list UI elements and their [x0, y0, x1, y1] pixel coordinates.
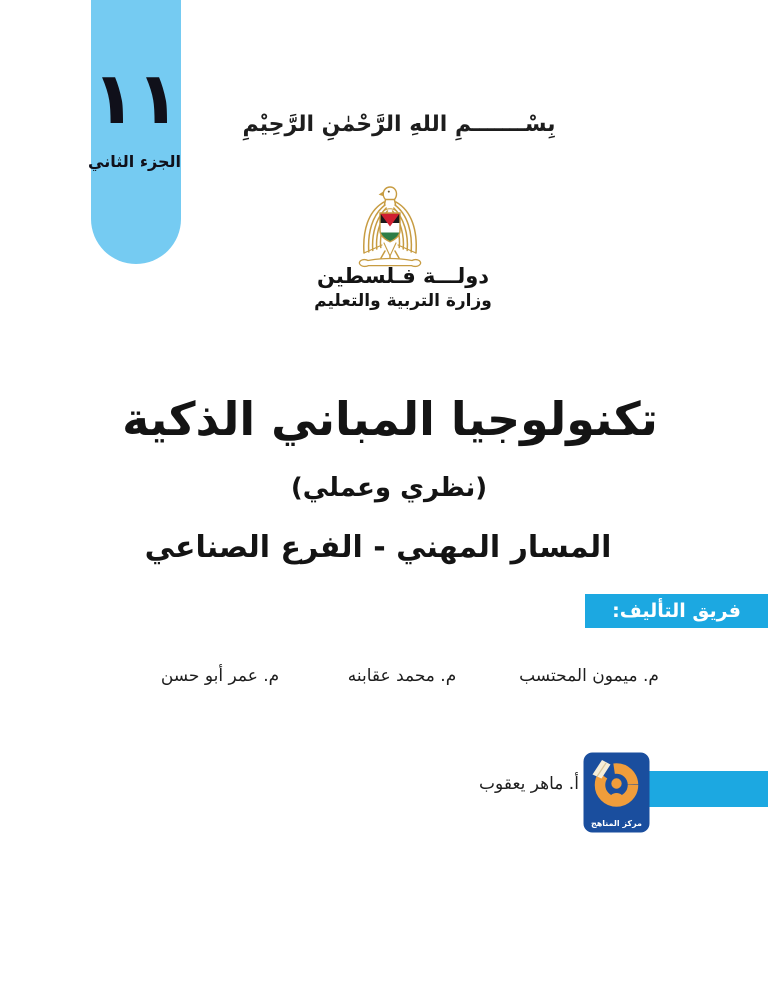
author-name-2: م. محمد عقابنه [347, 666, 457, 686]
part-label: الجزء الثاني [88, 152, 181, 171]
accent-bar [648, 771, 768, 807]
book-subtitle: (نظري وعملي) [290, 473, 488, 503]
ministry-name: وزارة التربية والتعليم [314, 291, 492, 311]
book-title: تكنولوجيا المباني الذكية [122, 392, 658, 446]
reader-figure [611, 778, 621, 788]
state-name: دولـــة فـلسطين [316, 264, 490, 288]
author-name-1: م. ميمون المحتسب [519, 666, 659, 686]
track-branch: المسار المهني - الفرع الصناعي [144, 530, 612, 565]
publisher-logo-text: مركز المناهج [590, 819, 643, 828]
palestine-emblem-icon [355, 184, 425, 268]
bismillah-calligraphy: بِسْـــــــمِ اللهِ الرَّحْمٰنِ الرَّحِيْمِ [242, 112, 556, 137]
part-tab [88, 0, 181, 264]
curriculum-center-logo [583, 752, 650, 833]
coordinator-name: أ. ماهر يعقوب [479, 774, 579, 794]
author-name-3: م. عمر أبو حسن [160, 666, 280, 686]
authoring-team-banner [585, 594, 768, 628]
grade-number: ١١ [92, 56, 180, 140]
authoring-team-label: فريق التأليف: [612, 600, 741, 622]
